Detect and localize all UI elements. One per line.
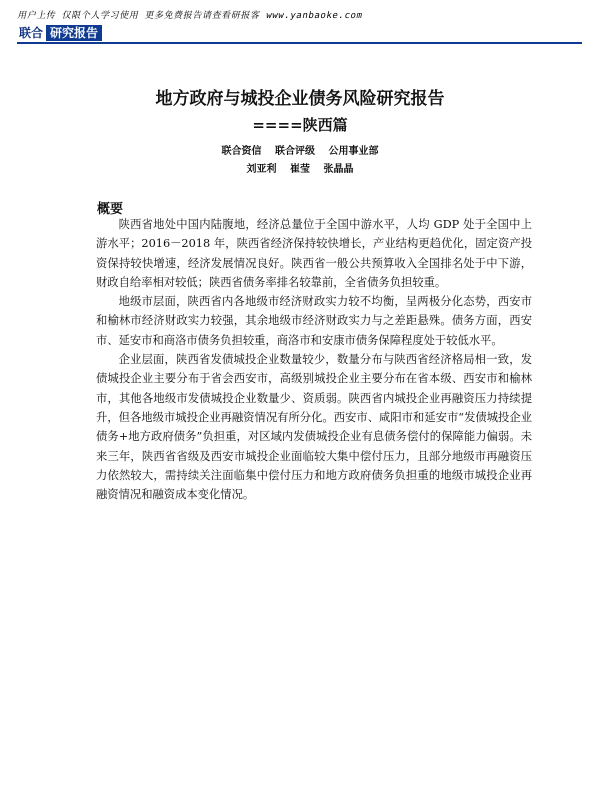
summary-paragraph-3: 企业层面，陕西省发债城投企业数量较少，数量分布与陕西省经济格局相一致，发债城投企业主要分布于省会西安市，高级别城投企业主要分布在省本级、西安市和榆林市，其他各地级市发债城投企业数量少、资质弱。陕西省内城投企业再融资压力持续提升，但各地级市城投企业再融资情况有所分化。西安市、咸阳市和延安市“发债城投企业债务+地方政府债务”负担重，对区域内发债城投企业有息债务偿付的保障能力偏弱。未来三年，陕西省省级及西安市城投企业面临较大集中偿付压力，且部分地级市再融资压力依然较大，需持续关注面临集中偿付压力和地方政府债务负担重的地级市城投企业再融资情况和融资成本变化情况。 (96, 353, 532, 502)
author-names: 刘亚利 崔莹 张晶晶 (246, 164, 354, 175)
summary-paragraph-1: 陕西省地处中国内陆腹地，经济总量位于全国中游水平，人均 GDP 处于全国中上游水平；2016－2018 年，陕西省经济保持较快增长，产业结构更趋优化，固定资产投资保持较快增速，经济发展情况良好。陕西省一般公共预算收入全国排名处于中下游，财政自给率相对较低；陕西省债务率排名较靠前，全省债务负担较重。 (96, 218, 532, 289)
summary-body (96, 215, 532, 504)
summary-paragraph-2: 地级市层面，陕西省内各地级市经济财政实力较不均衡，呈两极分化态势，西安市和榆林市经济财政实力较强，其余地级市经济财政实力与之差距悬殊。债务方面，西安市、延安市和商洛市债务负担较重，商洛市和安康市债务保障程度处于较低水平。 (96, 295, 532, 347)
report-subtitle: ====陕西篇 (252, 116, 348, 134)
brand-logo (17, 25, 102, 41)
summary-heading: 概要 (97, 202, 124, 217)
header-divider (17, 42, 582, 44)
report-title: 地方政府与城投企业债务风险研究报告 (155, 89, 445, 109)
brand-logo-right: 研究报告 (46, 25, 102, 41)
download-watermark: 用户上传 仅限个人学习使用 更多免费报告请查看研报客 www.yanbaoke.com (16, 11, 364, 21)
author-organizations: 联合资信 联合评级 公用事业部 (221, 146, 379, 157)
brand-logo-left: 联合 (19, 26, 44, 40)
